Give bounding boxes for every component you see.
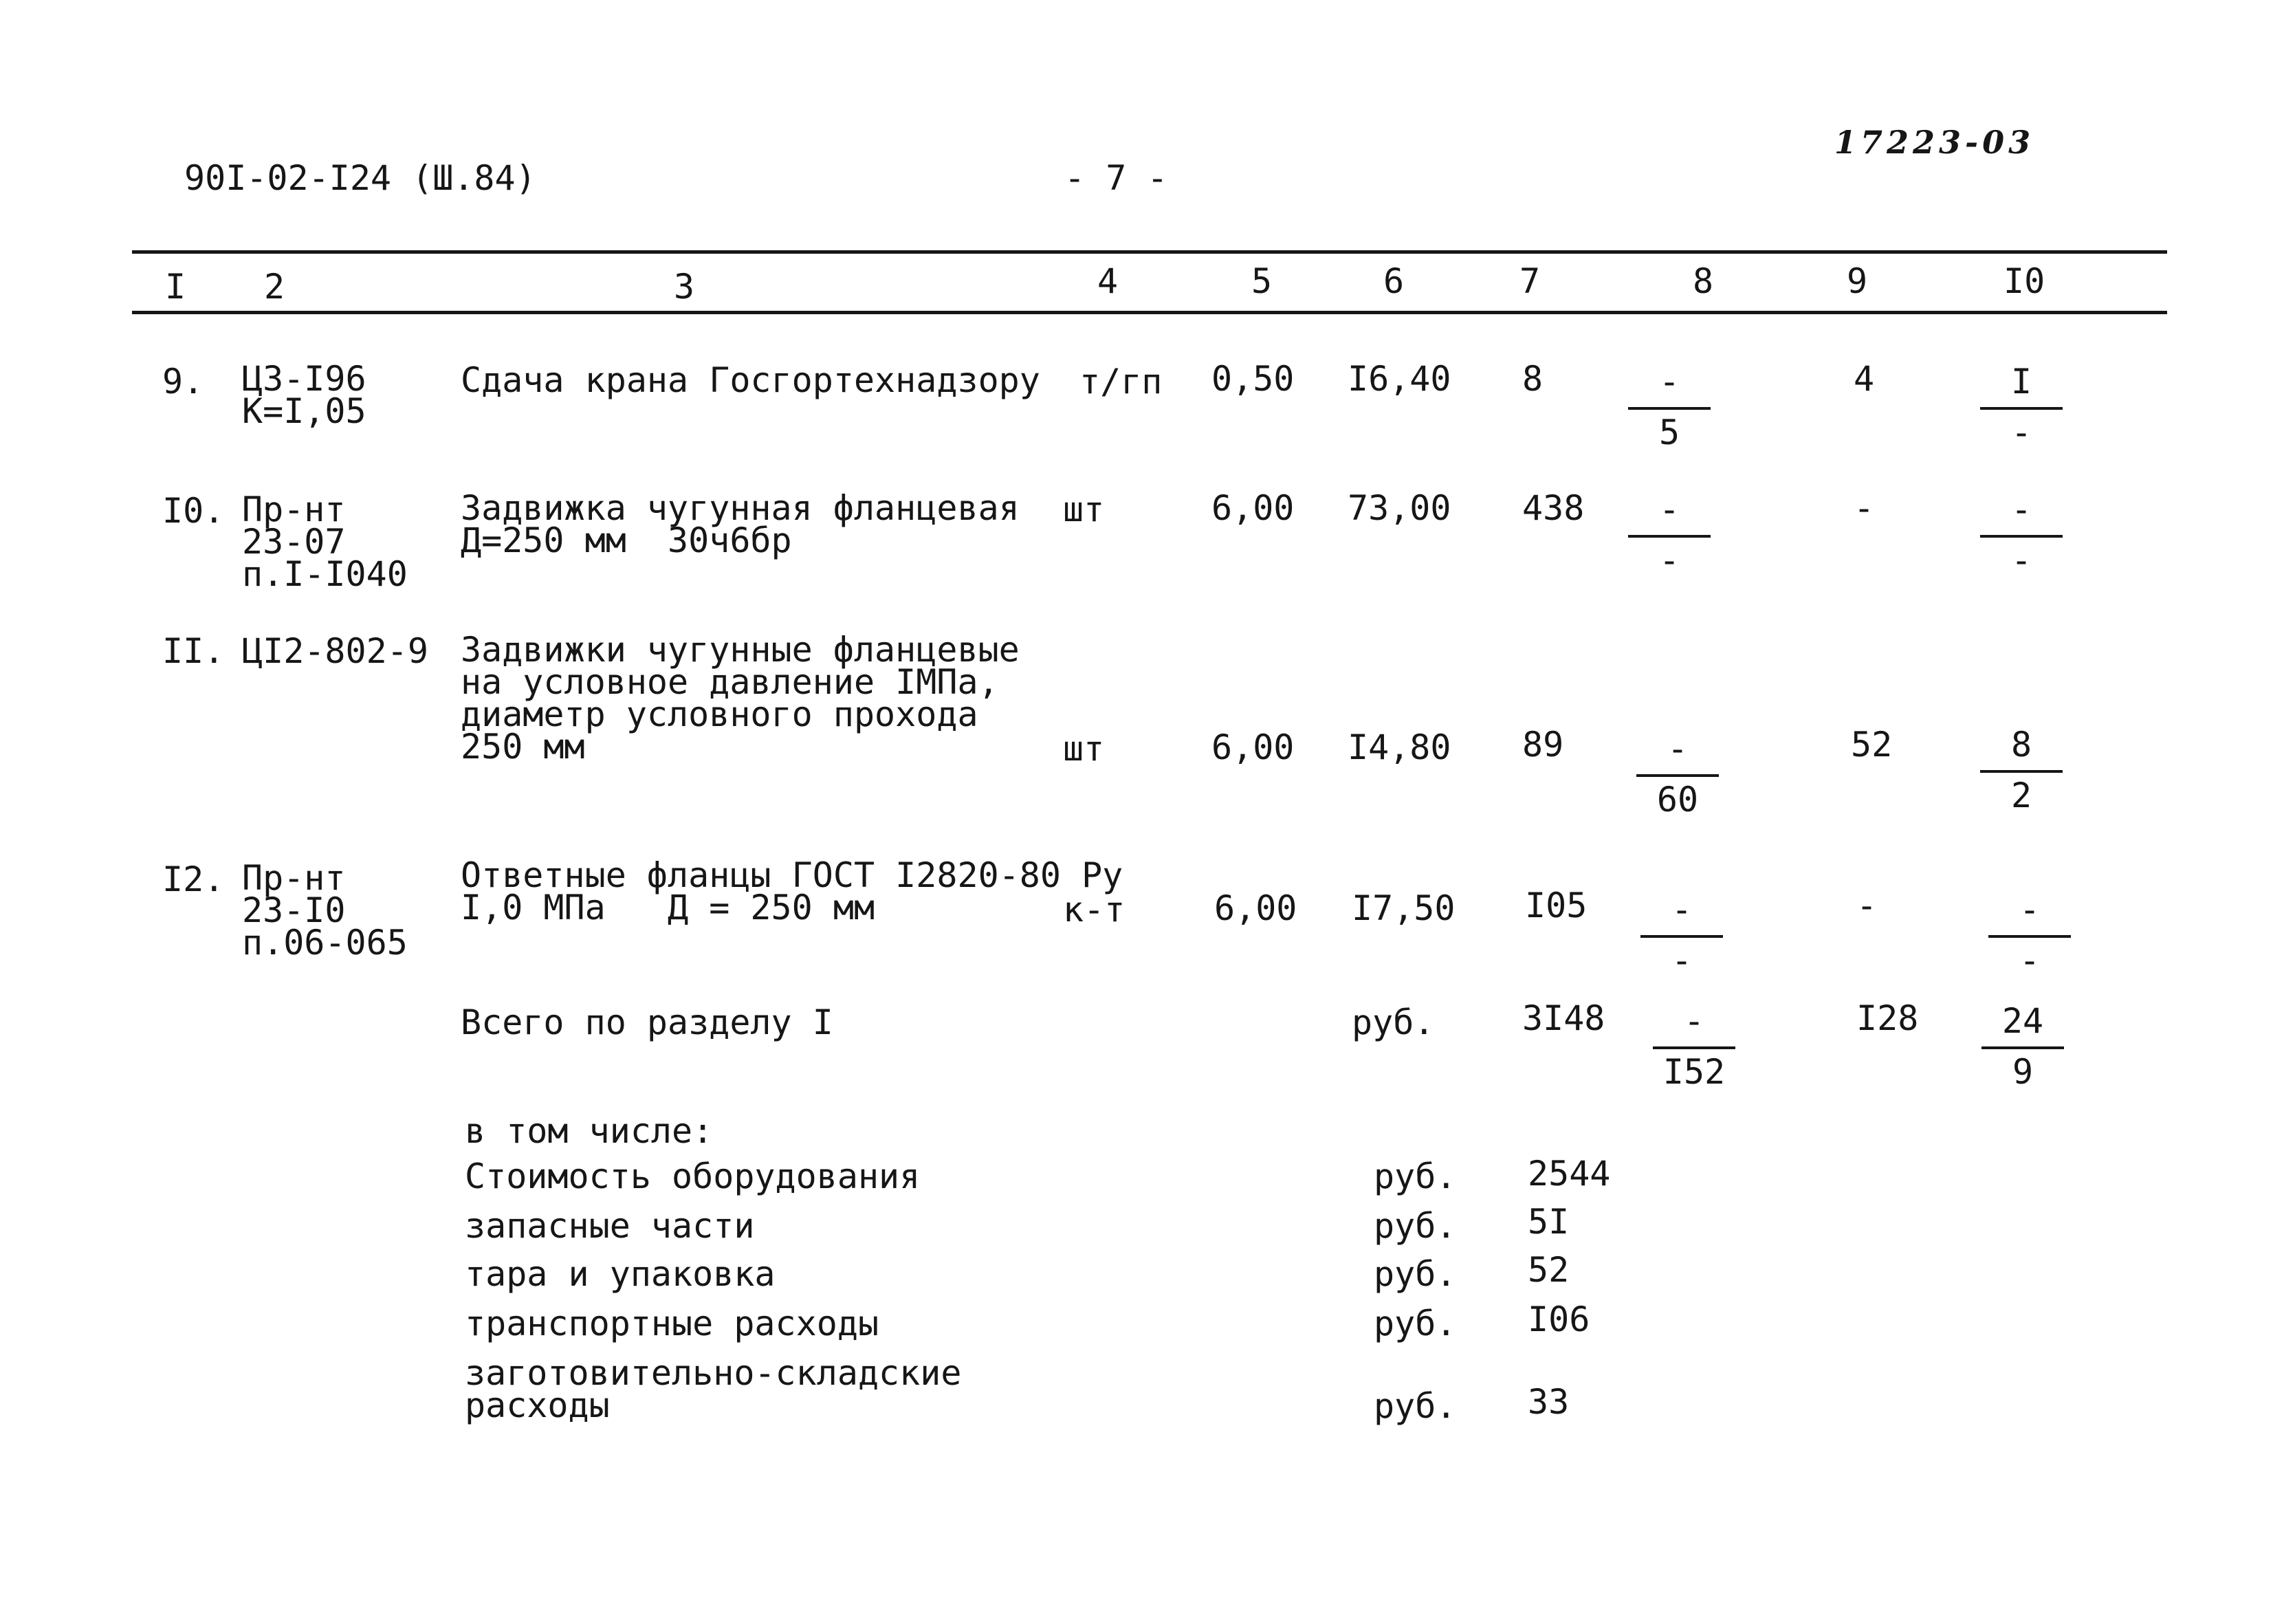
breakdown-value: 52: [1528, 1250, 1570, 1290]
col9-value: -: [1854, 488, 1875, 528]
unit-price: 73,00: [1348, 488, 1451, 528]
unit-price: I6,40: [1348, 359, 1451, 399]
breakdown-value: 2544: [1528, 1154, 1611, 1194]
breakdown-unit: руб.: [1374, 1304, 1457, 1343]
fraction-bar: [1628, 407, 1711, 410]
row-number: II.: [162, 631, 225, 671]
col9-value: -: [1856, 886, 1878, 925]
column-header: I: [165, 267, 186, 307]
breakdown-label: Стоимость оборудования: [465, 1156, 921, 1196]
section-total-value: 3I48: [1522, 998, 1605, 1038]
col10-top: 8: [2010, 725, 2032, 765]
breakdown-label: тара и упаковка: [465, 1254, 776, 1294]
fraction-bar: [1988, 935, 2071, 938]
col10-top: 24: [2001, 1001, 2044, 1041]
col8-top: -: [1683, 1001, 1705, 1041]
row-number: I0.: [162, 491, 225, 531]
fraction-bar: [1640, 935, 1723, 938]
item-name: Ответные фланцы ГОСТ I2820-80 Ру I,0 МПа Д = 250 мм: [461, 855, 1123, 928]
unit-price: I4,80: [1348, 727, 1451, 767]
column-header: 2: [264, 267, 285, 307]
total-cost: I05: [1525, 886, 1588, 925]
col8-top: -: [1667, 729, 1689, 769]
unit: шт: [1063, 490, 1105, 529]
col8-bottom: I52: [1662, 1052, 1726, 1092]
column-header: 8: [1693, 261, 1714, 301]
inventory-number: 17223-03: [1834, 124, 2035, 161]
col10-bottom: 9: [2012, 1052, 2034, 1092]
column-header: 7: [1519, 261, 1541, 301]
breakdown-label: заготовительно-складские расходы: [465, 1353, 962, 1425]
breakdown-value: 5I: [1528, 1202, 1570, 1242]
unit: т/гп: [1079, 362, 1163, 402]
section-total-label: Всего по разделу I: [461, 1002, 833, 1042]
fraction-bar: [1653, 1046, 1735, 1049]
document-code: 90I-02-I24 (Ш.84): [184, 158, 536, 198]
column-header: 5: [1251, 261, 1273, 301]
column-header: I0: [2003, 261, 2045, 301]
col8-bottom: 60: [1656, 780, 1699, 820]
page-number: - 7 -: [1064, 158, 1168, 198]
col10-top: -: [2019, 890, 2041, 930]
col9-value: 52: [1851, 725, 1893, 765]
price-code: ЦЗ-I96 К=I,05: [242, 359, 366, 431]
table-header-rule: [132, 311, 2167, 314]
column-header: 9: [1847, 261, 1868, 301]
breakdown-unit: руб.: [1374, 1206, 1457, 1246]
price-code: ЦI2-802-9: [242, 631, 428, 671]
col8-top: -: [1658, 490, 1680, 529]
total-cost: 8: [1522, 359, 1544, 399]
col10-top: -: [2010, 490, 2032, 529]
unit: шт: [1063, 729, 1105, 769]
col10-bottom: -: [2019, 941, 2041, 980]
quantity: 6,00: [1214, 888, 1297, 928]
col10-bottom: 2: [2010, 776, 2032, 815]
table-top-rule: [132, 250, 2167, 254]
col8-bottom: -: [1658, 540, 1680, 580]
column-header: 6: [1383, 261, 1405, 301]
fraction-bar: [1981, 1046, 2064, 1049]
item-name: Задвижка чугунная фланцевая Д=250 мм 30ч6бр: [461, 488, 1020, 560]
col8-bottom: 5: [1658, 413, 1680, 452]
price-code: Пр-нт 23-I0 п.06-065: [242, 858, 408, 963]
row-number: 9.: [162, 362, 204, 402]
unit-price: I7,50: [1352, 888, 1456, 928]
row-number: I2.: [162, 859, 225, 899]
fraction-bar: [1636, 774, 1719, 777]
fraction-bar: [1628, 535, 1711, 538]
breakdown-label: запасные части: [465, 1206, 755, 1246]
unit: к-т: [1063, 890, 1125, 930]
breakdown-value: I06: [1528, 1299, 1590, 1339]
breakdown-unit: руб.: [1374, 1254, 1457, 1294]
col8-bottom: -: [1671, 941, 1693, 980]
section-total-unit: руб.: [1352, 1002, 1435, 1042]
col9-value: I28: [1856, 998, 1919, 1038]
column-header: 4: [1097, 261, 1119, 301]
item-name: Сдача крана Госгортехнадзору: [461, 360, 1040, 400]
fraction-bar: [1980, 535, 2063, 538]
breakdown-label: транспортные расходы: [465, 1304, 879, 1343]
breakdown-value: 33: [1528, 1382, 1570, 1422]
breakdown-unit: руб.: [1374, 1156, 1457, 1196]
col10-top: I: [2010, 362, 2032, 402]
fraction-bar: [1980, 770, 2063, 773]
col8-top: -: [1658, 362, 1680, 402]
total-cost: 89: [1522, 725, 1564, 765]
col10-bottom: -: [2010, 413, 2032, 452]
quantity: 6,00: [1211, 727, 1295, 767]
quantity: 0,50: [1211, 359, 1295, 399]
item-name: Задвижки чугунные фланцевые на условное давление IМПа, диаметр условного прохода 250 мм: [461, 630, 1020, 767]
total-cost: 438: [1522, 488, 1585, 528]
column-header: 3: [674, 267, 695, 307]
col8-top: -: [1671, 890, 1693, 930]
quantity: 6,00: [1211, 488, 1295, 528]
fraction-bar: [1980, 407, 2063, 410]
price-code: Пр-нт 23-07 п.I-I040: [242, 490, 408, 594]
col9-value: 4: [1854, 359, 1875, 399]
breakdown-unit: руб.: [1374, 1386, 1457, 1426]
col10-bottom: -: [2010, 540, 2032, 580]
breakdown-title: в том числе:: [465, 1111, 714, 1151]
